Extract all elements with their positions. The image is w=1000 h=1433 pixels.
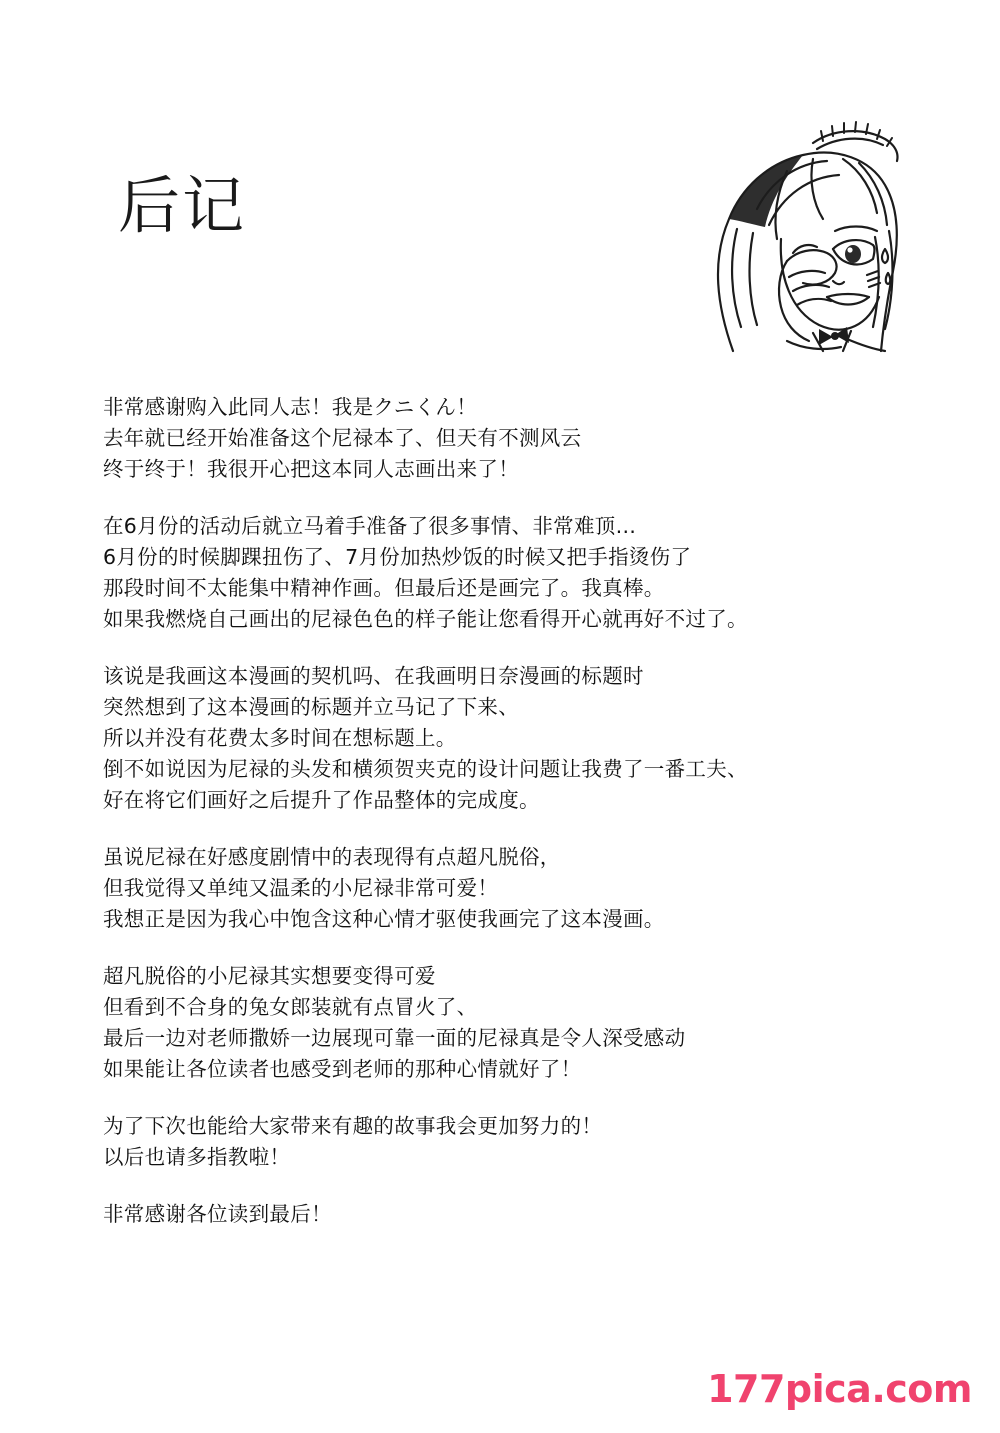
text-line: 去年就已经开始准备这个尼禄本了、但天有不测风云	[103, 426, 582, 450]
site-watermark: 177pica.com	[707, 1367, 972, 1411]
paragraph-2	[103, 511, 913, 635]
text-line: 以后也请多指教啦！	[103, 1145, 291, 1169]
paragraph-4	[103, 842, 913, 935]
text-line: 该说是我画这本漫画的契机吗、在我画明日奈漫画的标题时	[103, 664, 644, 688]
afterword-body	[103, 392, 913, 1256]
text-line: 超凡脱俗的小尼禄其实想要变得可爱	[103, 964, 436, 988]
text-line: 倒不如说因为尼禄的头发和横须贺夹克的设计问题让我费了一番工夫、	[103, 757, 748, 781]
text-line: 在6月份的活动后就立马着手准备了很多事情、非常难顶…	[103, 514, 637, 538]
text-line: 6月份的时候脚踝扭伤了、7月份加热炒饭的时候又把手指烫伤了	[103, 545, 692, 569]
text-line: 但看到不合身的兔女郎装就有点冒火了、	[103, 995, 478, 1019]
text-line: 非常感谢各位读到最后！	[103, 1202, 332, 1226]
text-line: 所以并没有花费太多时间在想标题上。	[103, 726, 457, 750]
text-line: 好在将它们画好之后提升了作品整体的完成度。	[103, 788, 540, 812]
paragraph-5	[103, 961, 913, 1085]
text-line: 如果能让各位读者也感受到老师的那种心情就好了！	[103, 1057, 582, 1081]
text-line: 虽说尼禄在好感度剧情中的表现得有点超凡脱俗，	[103, 845, 561, 869]
text-line: 终于终于！我很开心把这本同人志画出来了！	[103, 457, 519, 481]
text-line: 我想正是因为我心中饱含这种心情才驱使我画完了这本漫画。	[103, 907, 665, 931]
text-line: 突然想到了这本漫画的标题并立马记了下来、	[103, 695, 519, 719]
page-title: 后记	[118, 169, 247, 242]
text-line: 那段时间不太能集中精神作画。但最后还是画完了。我真棒。	[103, 576, 665, 600]
paragraph-7	[103, 1199, 913, 1230]
illustration-svg	[637, 101, 905, 353]
paragraph-1	[103, 392, 913, 485]
maid-girl-illustration	[637, 101, 905, 353]
paragraph-6	[103, 1111, 913, 1173]
text-line: 但我觉得又单纯又温柔的小尼禄非常可爱！	[103, 876, 499, 900]
text-line: 为了下次也能给大家带来有趣的故事我会更加努力的！	[103, 1114, 603, 1138]
text-line: 非常感谢购入此同人志！我是クニくん！	[103, 395, 477, 419]
text-line: 最后一边对老师撒娇一边展现可靠一面的尼禄真是令人深受感动	[103, 1026, 686, 1050]
paragraph-3	[103, 661, 913, 816]
text-line: 如果我燃烧自己画出的尼禄色色的样子能让您看得开心就再好不过了。	[103, 607, 748, 631]
